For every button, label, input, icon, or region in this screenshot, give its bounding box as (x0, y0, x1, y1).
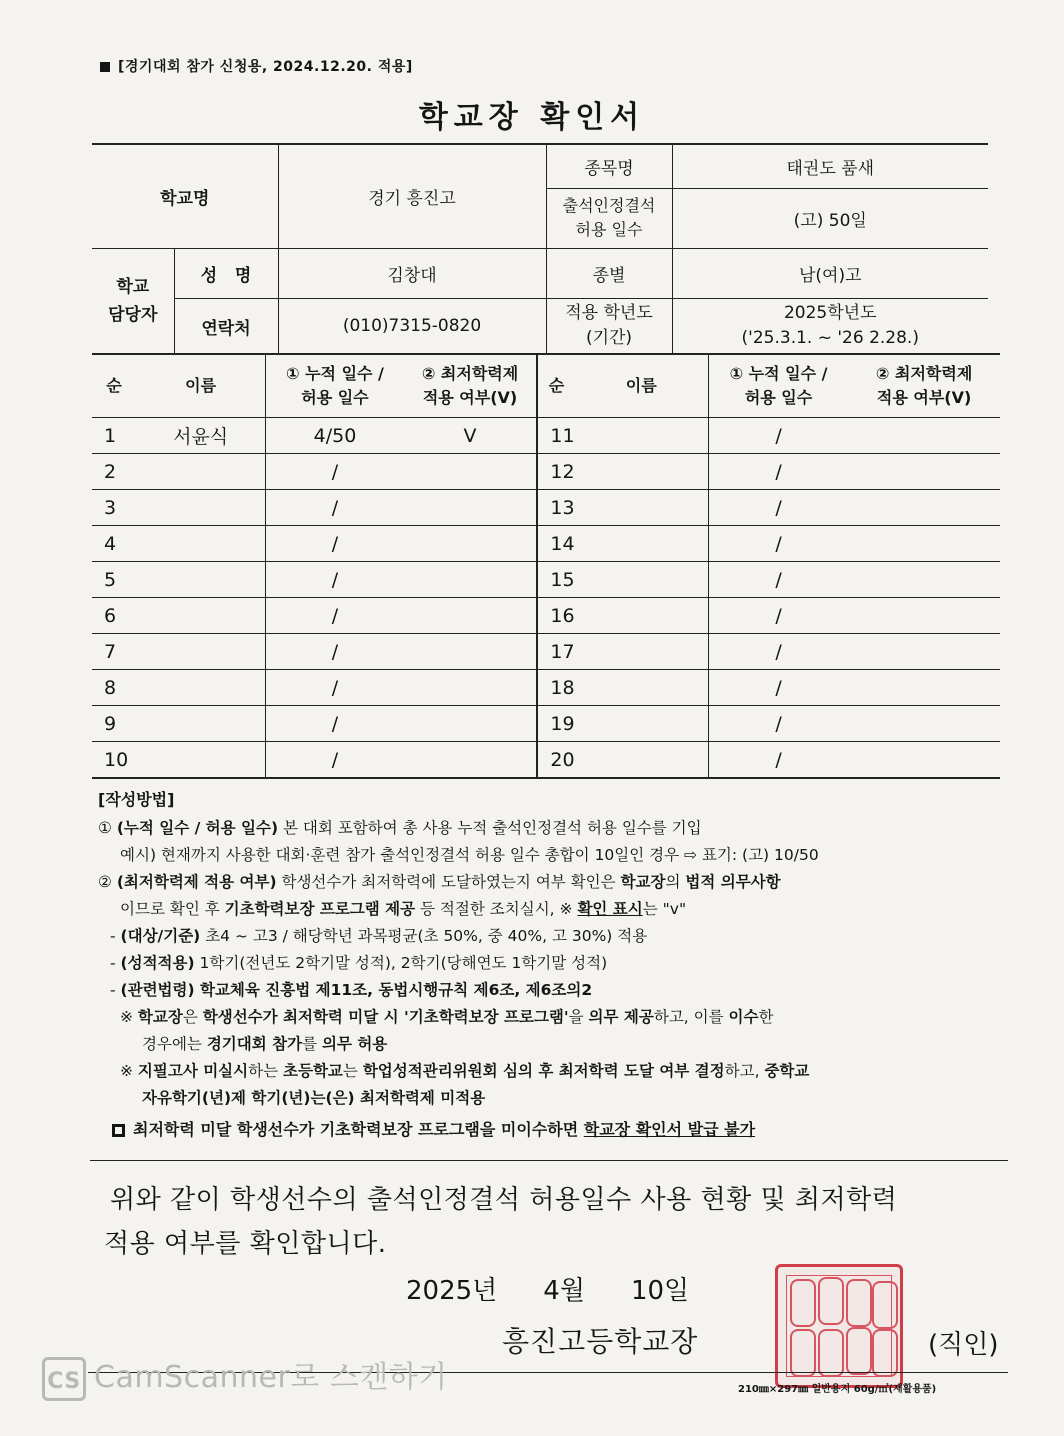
header-min-right: ② 최저학력제 적용 여부(V) (848, 354, 1000, 418)
divider (90, 1160, 1008, 1161)
table-row (92, 706, 1000, 742)
date-month: 4월 (543, 1276, 585, 1306)
days-value: / (266, 706, 404, 742)
min-check (848, 706, 1000, 742)
date-year: 2025년 (406, 1276, 498, 1306)
method-line: 경우에는 경기대회 참가를 의무 허용 (142, 1035, 388, 1053)
min-check (848, 742, 1000, 779)
row-number: 5 (92, 562, 136, 598)
gender-label: 종별 (546, 248, 672, 298)
min-check (404, 562, 538, 598)
student-name (575, 742, 709, 779)
manager-label: 학교 담당자 (92, 248, 174, 354)
min-check (848, 562, 1000, 598)
issue-date (406, 1270, 735, 1307)
days-value: / (708, 634, 848, 670)
row-number: 6 (92, 598, 136, 634)
min-check (848, 598, 1000, 634)
days-value: / (708, 526, 848, 562)
name-label: 성 명 (174, 248, 278, 298)
roster-table (92, 353, 1000, 779)
student-name (575, 526, 709, 562)
student-name (575, 706, 709, 742)
square-bullet-icon (112, 1124, 125, 1137)
student-name (136, 670, 266, 706)
header-days: ① 누적 일수 / 허용 일수 (266, 354, 404, 418)
min-check (848, 418, 1000, 454)
student-name: 서윤식 (136, 418, 266, 454)
days-value: / (266, 670, 404, 706)
student-name (136, 526, 266, 562)
method-heading: [작성방법] (98, 790, 175, 809)
allowed-days-label: 출석인정결석 허용 일수 (546, 188, 672, 248)
min-check (404, 634, 538, 670)
header-no: 순 (92, 354, 136, 418)
row-number: 9 (92, 706, 136, 742)
stamp-label: (직인) (928, 1330, 999, 1360)
school-label: 학교명 (92, 144, 278, 248)
contact-label: 연락처 (174, 298, 278, 354)
student-name (136, 562, 266, 598)
event-value: 태권도 품새 (672, 144, 988, 188)
days-value: / (708, 670, 848, 706)
days-value: / (708, 562, 848, 598)
contact-value: (010)7315-0820 (278, 298, 546, 354)
method-line: 자유학기(년)제 학기(년)는(은) 최저학력제 미적용 (142, 1089, 486, 1107)
paper-spec: 210㎜×297㎜ 일반용지 60g/㎡(재활용품) (738, 1384, 937, 1395)
header-days-right: ① 누적 일수 / 허용 일수 (708, 354, 848, 418)
student-name (136, 634, 266, 670)
principal-title: 흥진고등학교장 (502, 1325, 699, 1358)
row-number: 20 (537, 742, 574, 779)
camscanner-logo-icon: CS (42, 1357, 86, 1401)
method-line: ※ 학교장은 학생선수가 최저학력 미달 시 '기초학력보장 프로그램'을 의무 제공하고, 이를 이수한 (120, 1008, 774, 1026)
days-value: / (266, 742, 404, 779)
table-row (92, 490, 1000, 526)
min-check (848, 454, 1000, 490)
roster-header-row (92, 354, 1000, 418)
student-name (575, 454, 709, 490)
student-name (575, 598, 709, 634)
table-row (92, 670, 1000, 706)
row-number: 4 (92, 526, 136, 562)
min-check (404, 598, 538, 634)
row-number: 14 (537, 526, 574, 562)
table-row (92, 418, 1000, 454)
method-final-line: 최저학력 미달 학생선수가 기초학력보장 프로그램을 미이수하면 학교장 확인서 발급 불가 (98, 1116, 1008, 1143)
table-row (92, 562, 1000, 598)
days-value: 4/50 (266, 418, 404, 454)
student-name (136, 490, 266, 526)
min-check (848, 526, 1000, 562)
student-name (136, 706, 266, 742)
method-line: - (대상/기준) 초4 ~ 고3 / 해당학년 과목평균(초 50%, 중 40%, 고 30%) 적용 (110, 927, 648, 945)
row-number: 18 (537, 670, 574, 706)
method-line: ② (최저학력제 적용 여부) 학생선수가 최저학력에 도달하였는지 여부 확인은 학교장의 법적 의무사항 (98, 873, 781, 891)
row-number: 13 (537, 490, 574, 526)
row-number: 19 (537, 706, 574, 742)
row-number: 12 (537, 454, 574, 490)
row-number: 11 (537, 418, 574, 454)
min-check: V (404, 418, 538, 454)
confirmation-statement: 위와 같이 학생선수의 출석인정결석 허용일수 사용 현황 및 최저학력 적용 여부를 확인합니다. (104, 1185, 898, 1259)
event-label: 종목명 (546, 144, 672, 188)
student-name (136, 598, 266, 634)
days-value: / (266, 562, 404, 598)
row-number: 7 (92, 634, 136, 670)
student-name (136, 454, 266, 490)
student-name (575, 562, 709, 598)
method-line: ① (누적 일수 / 허용 일수) 본 대회 포함하여 총 사용 누적 출석인정결석 허용 일수를 기입 (98, 819, 702, 837)
days-value: / (708, 418, 848, 454)
row-number: 3 (92, 490, 136, 526)
method-line: - (관련법령) 학교체육 진흥법 제11조, 동법시행규칙 제6조, 제6조의2 (110, 981, 593, 999)
days-value: / (708, 490, 848, 526)
days-value: / (266, 598, 404, 634)
days-value: / (708, 454, 848, 490)
row-number: 10 (92, 742, 136, 779)
name-value: 김창대 (278, 248, 546, 298)
min-check (404, 742, 538, 779)
min-check (404, 490, 538, 526)
gender-value: 남(여)고 (672, 248, 988, 298)
header-name-right: 이름 (575, 354, 709, 418)
date-day: 10일 (630, 1276, 690, 1306)
info-table (92, 143, 988, 355)
days-value: / (266, 454, 404, 490)
min-check (404, 526, 538, 562)
student-name (575, 670, 709, 706)
official-seal-icon (775, 1264, 903, 1388)
square-bullet-icon (100, 62, 110, 72)
row-number: 8 (92, 670, 136, 706)
min-check (404, 670, 538, 706)
method-line: ※ 지필고사 미실시하는 초등학교는 학업성적관리위원회 심의 후 최저학력 도달 여부 결정하고, 중학교 (120, 1062, 810, 1080)
row-number: 17 (537, 634, 574, 670)
row-number: 15 (537, 562, 574, 598)
row-number: 2 (92, 454, 136, 490)
days-value: / (708, 706, 848, 742)
header-note: [경기대회 참가 신청용, 2024.12.20. 적용] (100, 56, 413, 76)
table-row (92, 526, 1000, 562)
page-title: 학교장 확인서 (418, 100, 646, 135)
min-check (404, 706, 538, 742)
method-line: 예시) 현재까지 사용한 대회·훈련 참가 출석인정결석 허용 일수 총합이 10일인 경우 ⇨ 표기: (고) 10/50 (120, 846, 819, 864)
year-label: 적용 학년도 (기간) (546, 298, 672, 354)
student-name (575, 490, 709, 526)
min-check (848, 634, 1000, 670)
row-number: 1 (92, 418, 136, 454)
student-name (575, 418, 709, 454)
camscanner-watermark: CS CamScanner로 스캔하기 (42, 1352, 448, 1401)
year-value: 2025학년도 ('25.3.1. ~ '26 2.28.) (672, 298, 988, 354)
method-section (98, 786, 1008, 1143)
school-value: 경기 흥진고 (278, 144, 546, 248)
table-row (92, 634, 1000, 670)
table-row (92, 742, 1000, 779)
student-name (575, 634, 709, 670)
min-check (404, 454, 538, 490)
days-value: / (708, 598, 848, 634)
days-value: / (266, 526, 404, 562)
row-number: 16 (537, 598, 574, 634)
header-min: ② 최저학력제 적용 여부(V) (404, 354, 538, 418)
min-check (848, 490, 1000, 526)
allowed-days-value: (고) 50일 (672, 188, 988, 248)
days-value: / (708, 742, 848, 779)
student-name (136, 742, 266, 779)
table-row (92, 598, 1000, 634)
header-no-right: 순 (537, 354, 574, 418)
min-check (848, 670, 1000, 706)
method-line: - (성적적용) 1학기(전년도 2학기말 성적), 2학기(당해연도 1학기말 성적) (110, 954, 608, 972)
table-row (92, 454, 1000, 490)
header-name: 이름 (136, 354, 266, 418)
method-line: 이므로 확인 후 기초학력보장 프로그램 제공 등 적절한 조치실시, ※ 확인 표시는 "v" (120, 900, 687, 918)
days-value: / (266, 490, 404, 526)
days-value: / (266, 634, 404, 670)
